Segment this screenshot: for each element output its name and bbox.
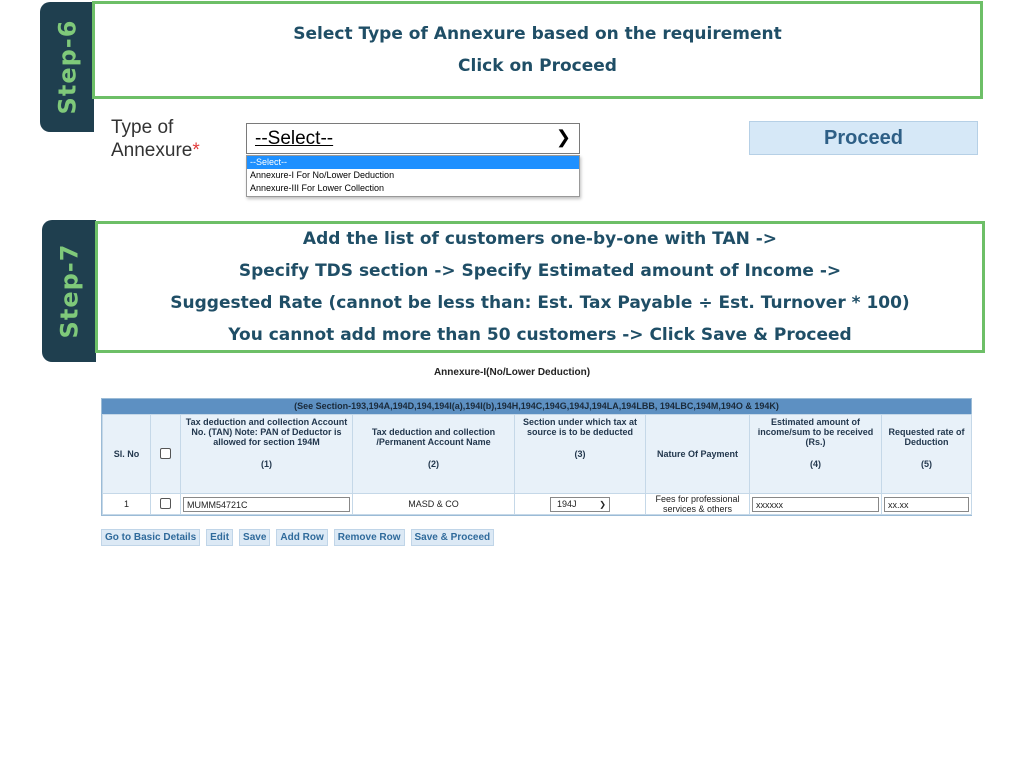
select-all-checkbox[interactable] <box>160 448 171 459</box>
col-tan: Tax deduction and collection Account No. (TAN) Note: PAN of Deductor is allowed for section 194M (1) <box>181 415 353 494</box>
annexure-title: Annexure-I(No/Lower Deduction) <box>433 367 591 378</box>
step6-tab-label: Step-6 <box>53 19 81 115</box>
step6-line-1: Select Type of Annexure based on the requirement <box>293 24 782 44</box>
annexure-type-dropdown <box>246 155 580 197</box>
save-button[interactable]: Save <box>239 529 270 546</box>
add-row-button[interactable]: Add Row <box>276 529 327 546</box>
col-amount: Estimated amount of income/sum to be received (Rs.) (4) <box>750 415 882 494</box>
row-checkbox-cell <box>151 494 181 515</box>
step7-line-3: Suggested Rate (cannot be less than: Est. Tax Payable ÷ Est. Turnover * 100) <box>170 293 910 313</box>
remove-row-button[interactable]: Remove Row <box>334 529 405 546</box>
table-header-row <box>103 415 972 494</box>
proceed-button[interactable]: Proceed <box>749 121 978 155</box>
dropdown-option-annexure-3[interactable]: Annexure-III For Lower Collection <box>250 183 385 193</box>
step7-instruction-box <box>95 221 985 353</box>
step6-line-2: Click on Proceed <box>458 56 617 76</box>
tan-input[interactable]: MUMM54721C <box>183 497 350 512</box>
go-to-basic-details-button[interactable]: Go to Basic Details <box>101 529 200 546</box>
amount-input[interactable]: xxxxxx <box>752 497 879 512</box>
dropdown-option-select[interactable]: --Select-- <box>247 156 579 169</box>
edit-button[interactable]: Edit <box>206 529 233 546</box>
dropdown-option-annexure-1[interactable]: Annexure-I For No/Lower Deduction <box>250 170 395 180</box>
step7-line-2: Specify TDS section -> Specify Estimated amount of Income -> <box>238 261 842 281</box>
rate-input[interactable]: xx.xx <box>884 497 969 512</box>
save-and-proceed-button[interactable]: Save & Proceed <box>411 529 495 546</box>
chevron-down-icon: ❯ <box>599 499 606 509</box>
row-name: MASD & CO <box>353 494 515 515</box>
step6-instruction-box <box>92 1 983 99</box>
row-checkbox[interactable] <box>160 498 171 509</box>
col-nature: Nature Of Payment <box>646 415 750 494</box>
step7-line-1: Add the list of customers one-by-one with TAN -> <box>302 229 778 249</box>
required-mark: * <box>192 140 200 161</box>
step7-tab-label: Step-7 <box>55 243 83 339</box>
col-rate: Requested rate of Deduction (5) <box>882 415 972 494</box>
annexure-type-select[interactable]: --Select-- ❯ <box>246 123 580 154</box>
type-of-annexure-label: Type of Annexure* <box>111 117 200 161</box>
section-select[interactable]: 194J ❯ <box>550 497 610 512</box>
col-select-all <box>151 415 181 494</box>
step7-tab <box>42 220 96 362</box>
chevron-down-icon: ❯ <box>555 127 571 147</box>
section-header: (See Section-193,194A,194D,194,194I(a),194I(b),194H,194C,194G,194J,194LA,194LBB, 194LBC,194M,194O & 194K) <box>102 399 971 414</box>
row-sl: 1 <box>103 494 151 515</box>
col-name: Tax deduction and collection /Permanent Account Name (2) <box>353 415 515 494</box>
annexure-table <box>101 398 972 516</box>
step6-tab <box>40 2 94 132</box>
row-nature: Fees for professional services & others <box>646 494 750 515</box>
step7-line-4: You cannot add more than 50 customers -> Click Save & Proceed <box>228 325 852 345</box>
action-buttons <box>101 529 494 546</box>
table-row <box>103 494 972 515</box>
col-sl-no: Sl. No <box>103 415 151 494</box>
col-section: Section under which tax at source is to be deducted (3) <box>515 415 646 494</box>
